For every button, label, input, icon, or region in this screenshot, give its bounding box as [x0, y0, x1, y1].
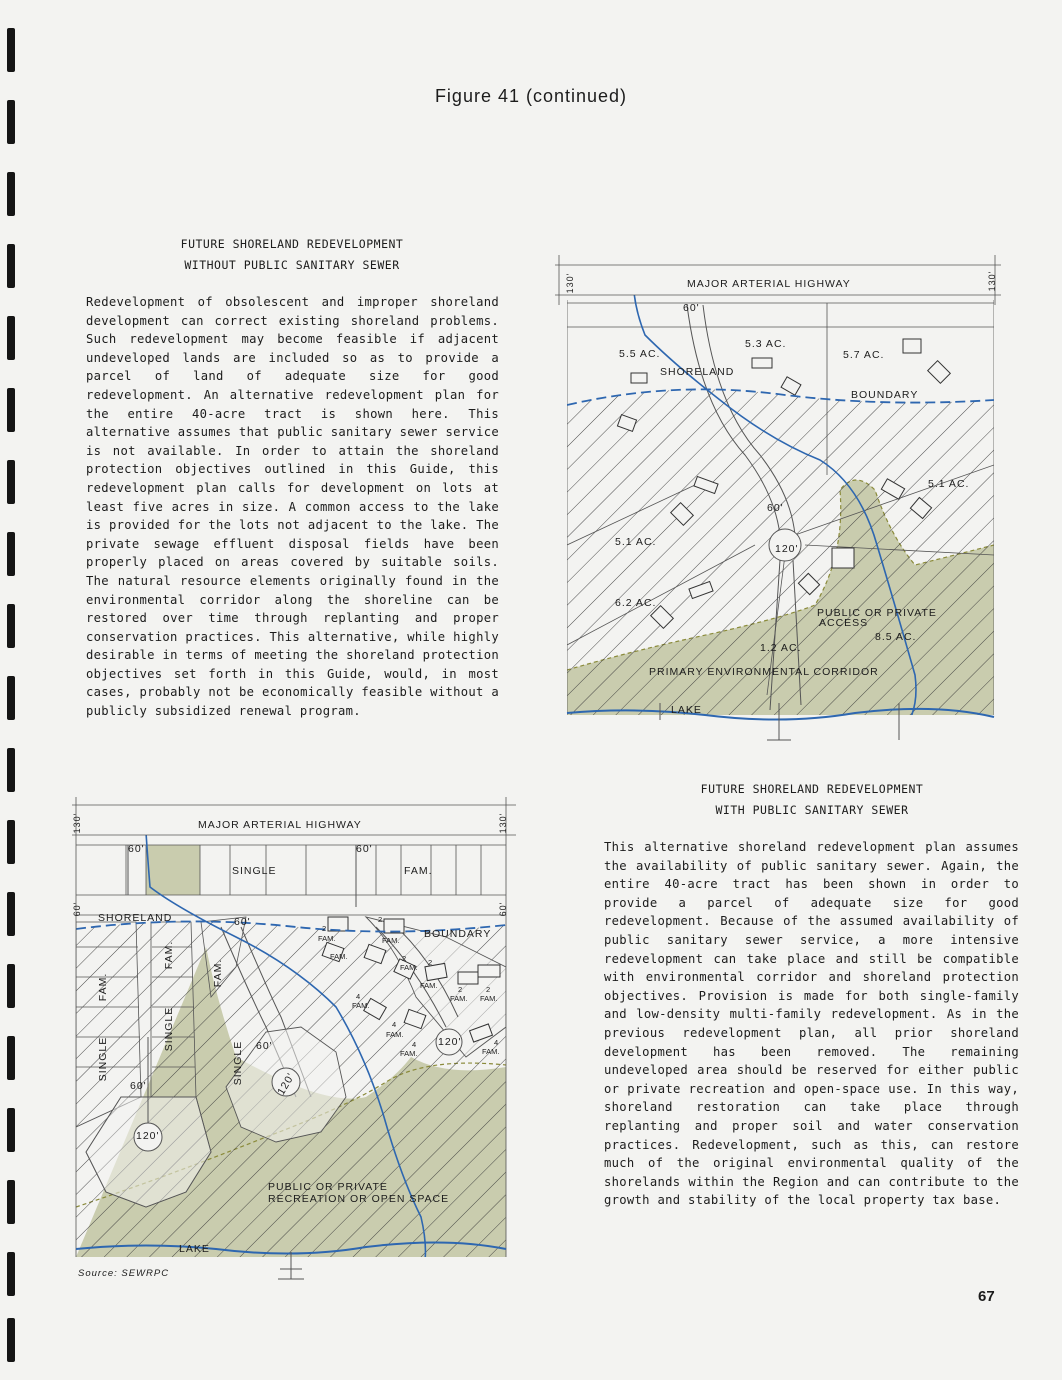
- body-paragraph-without-sewer: Redevelopment of obsolescent and improper shoreland development can correct existing shoreland problems. Such redevelopment may become feasible if adjacent undeveloped lands are included so as to provide a parcel of land of adequate size for good redevelopment. An alternative redevelopment plan for the entire 40-acre tract is shown here. This alternative assumes that public sanitary sewer service is not available. In order to attain the shoreland protection objectives outlined in this Guide, this redevelopment plan calls for development on lots at least five acres in size. A common access to the lake is provided for the lots not adjacent to the lake. The private sewage effluent disposal fields have been properly placed on areas covered by suitable soils. The natural resource elements originally found in the environmental corridor along the shoreline can be restored over time through replanting and proper conservation practices. This alternative, while highly desirable in terms of meeting the shoreland protection objectives set forth in this Guide, would, in most cases, probably not be economically feasible without a publicly subsidized renewal program.: [86, 295, 499, 719]
- binding-ring: [7, 676, 15, 720]
- heading-line: FUTURE SHORELAND REDEVELOPMENT: [180, 237, 404, 251]
- lot-area-label: 5.7 AC.: [843, 349, 885, 361]
- cul-de-sac-label: 120': [775, 543, 799, 555]
- family-label: FAM.: [212, 958, 224, 988]
- binding-ring: [7, 748, 15, 792]
- row-width-label: 130': [498, 812, 508, 834]
- unit-count-label: 4: [412, 1040, 417, 1049]
- cul-de-sac-label: 120': [275, 1070, 298, 1098]
- binding-ring: [7, 604, 15, 648]
- unit-count-label: 2: [458, 985, 463, 994]
- binding-ring: [7, 1036, 15, 1080]
- page-number: 67: [978, 1288, 995, 1305]
- binding-ring: [7, 460, 15, 504]
- heading-line: WITH PUBLIC SANITARY SEWER: [715, 803, 909, 817]
- boundary-label: BOUNDARY: [424, 928, 492, 940]
- family-label: FAM.: [400, 963, 418, 972]
- map-without-sewer: [555, 255, 1005, 750]
- family-label: FAM.: [97, 972, 109, 1002]
- unit-count-label: 2: [378, 915, 383, 924]
- single-family-label: SINGLE: [232, 1040, 244, 1086]
- map-with-sewer: [66, 797, 521, 1283]
- binding-ring: [7, 820, 15, 864]
- heading-line: WITHOUT PUBLIC SANITARY SEWER: [184, 258, 400, 272]
- binding-ring: [7, 1180, 15, 1224]
- binding-ring: [7, 1108, 15, 1152]
- source-note: Source: SEWRPC: [78, 1268, 170, 1279]
- road-width-label: 60': [498, 901, 508, 917]
- access-label: PUBLIC OR PRIVATE: [817, 607, 937, 619]
- binding-ring: [7, 1318, 15, 1362]
- unit-count-label: 2: [486, 985, 491, 994]
- family-label: FAM.: [386, 1030, 404, 1039]
- single-family-label: SINGLE: [97, 1036, 109, 1082]
- single-family-label: SINGLE: [163, 1006, 175, 1052]
- unit-count-label: 2: [402, 954, 407, 963]
- body-paragraph-with-sewer: This alternative shoreland redevelopment plan assumes the availability of public sanitary sewer. Again, the entire 40-acre tract has been shown in order to provide a parcel of adequate size for good redevelopment. Because of the assumed availability of public sanitary sewer service, a more intensive redevelopment can take place and still be compatible with environmental corridor and shoreland protection objectives. Provision is made for both single-family and low-density multi-family redevelopment. As in the previous redevelopment plan, all prior shoreland development has been removed. The remaining undeveloped area should be reserved for either public or private recreation and open-space use. In this way, shoreland restoration can take place through replanting and proper soil and water conservation practices. Redevelopment, such as this, can restore much of the original environmental quality of the shorelands within the Region and can contribute to the growth and stability of the local property tax base.: [604, 840, 1019, 1208]
- lot-area-label: 5.1 AC.: [615, 536, 657, 548]
- family-label: FAM.: [163, 940, 175, 970]
- recreation-label: RECREATION OR OPEN SPACE: [268, 1193, 450, 1205]
- road-width-label: 60': [256, 1040, 273, 1052]
- unit-count-label: 4: [494, 1038, 499, 1047]
- family-label: FAM.: [482, 1047, 500, 1056]
- road-width-label: 60': [72, 901, 82, 917]
- lot-area-label: 5.1 AC.: [928, 478, 970, 490]
- unit-count-label: 4: [356, 992, 361, 1001]
- heading-line: FUTURE SHORELAND REDEVELOPMENT: [700, 782, 924, 796]
- highway-label: MAJOR ARTERIAL HIGHWAY: [687, 278, 851, 290]
- road-width-label: 60': [128, 843, 145, 855]
- road-width-label: 60': [767, 502, 784, 514]
- lake-label: LAKE: [179, 1243, 210, 1255]
- binding-ring: [7, 1252, 15, 1296]
- road-width-label: 60': [234, 916, 251, 928]
- binding-ring: [7, 172, 15, 216]
- family-label: FAM.: [450, 994, 468, 1003]
- cul-de-sac-label: 120': [136, 1130, 160, 1142]
- unit-count-label: 2: [322, 924, 327, 933]
- family-label: FAM.: [352, 1001, 370, 1010]
- lot-area-label: 1.2 AC.: [760, 642, 802, 654]
- road-width-label: 60': [356, 843, 373, 855]
- section-heading-without-sewer: [86, 234, 498, 276]
- access-label: ACCESS: [819, 617, 869, 629]
- family-label: FAM.: [330, 952, 348, 961]
- spiral-binding: [0, 0, 30, 1380]
- family-label: FAM.: [420, 981, 438, 990]
- recreation-label: PUBLIC OR PRIVATE: [268, 1181, 388, 1193]
- family-label: FAM.: [318, 934, 336, 943]
- unit-count-label: 2: [428, 958, 433, 967]
- family-label: FAM.: [382, 936, 400, 945]
- binding-ring: [7, 28, 15, 72]
- lot-area-label: 6.2 AC.: [615, 597, 657, 609]
- cul-de-sac-label: 120': [438, 1036, 462, 1048]
- row-width-label: 130': [72, 812, 82, 834]
- binding-ring: [7, 964, 15, 1008]
- family-label: FAM.: [404, 865, 433, 877]
- binding-ring: [7, 316, 15, 360]
- family-label: FAM.: [480, 994, 498, 1003]
- road-width-label: 60': [130, 1080, 147, 1092]
- row-width-label: 130': [565, 272, 575, 294]
- single-family-label: SINGLE: [232, 865, 277, 877]
- unit-count-label: 4: [392, 1020, 397, 1029]
- lot-area-label: 5.3 AC.: [745, 338, 787, 350]
- family-label: FAM.: [400, 1049, 418, 1058]
- binding-ring: [7, 892, 15, 936]
- highway-label: MAJOR ARTERIAL HIGHWAY: [198, 819, 362, 831]
- figure-title: Figure 41 (continued): [434, 86, 628, 106]
- shoreland-label: SHORELAND: [660, 366, 735, 378]
- boundary-label: BOUNDARY: [851, 389, 919, 401]
- row-width-label: 130': [987, 270, 997, 292]
- road-width-label: 60': [683, 302, 700, 314]
- section-heading-with-sewer: [604, 779, 1020, 821]
- corridor-label: PRIMARY ENVIRONMENTAL CORRIDOR: [649, 666, 879, 678]
- binding-ring: [7, 244, 15, 288]
- lot-area-label: 8.5 AC.: [875, 631, 917, 643]
- shoreland-label: SHORELAND: [98, 912, 173, 924]
- binding-ring: [7, 532, 15, 576]
- lot-area-label: 5.5 AC.: [619, 348, 661, 360]
- lake-label: LAKE: [671, 704, 702, 716]
- binding-ring: [7, 388, 15, 432]
